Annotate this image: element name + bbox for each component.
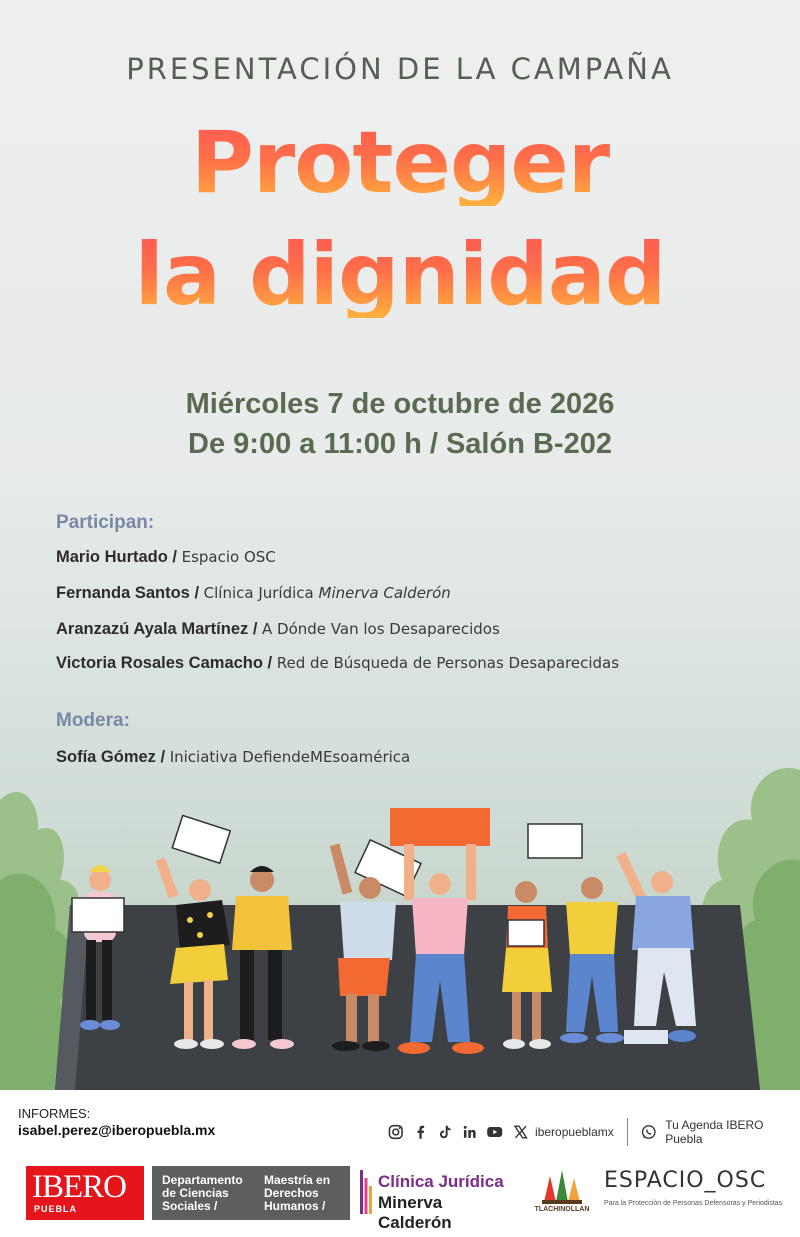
moderator-name: Sofía Gómez <box>56 748 156 766</box>
participant-org: A Dónde Van los Desaparecidos <box>262 620 500 638</box>
campaign-title-line2: la dignidad <box>0 232 800 318</box>
clinica-name-line2: Minerva Calderón <box>378 1193 452 1232</box>
ibero-logo <box>26 1166 144 1220</box>
moderator-separator: / <box>155 748 170 766</box>
participant-separator: / <box>262 654 277 672</box>
social-handle[interactable]: iberopueblamx <box>535 1125 614 1139</box>
event-time-place: De 9:00 a 11:00 h / Salón B-202 <box>188 428 612 460</box>
espacio-osc-logo <box>604 1166 783 1220</box>
participant-org: Espacio OSC <box>181 548 276 566</box>
clinica-name-line1: Clínica Jurídica <box>378 1172 504 1191</box>
divider <box>627 1118 628 1146</box>
ibero-logo-city: PUEBLA <box>34 1204 78 1214</box>
tlachinollan-logo <box>534 1166 590 1220</box>
ibero-logo-name: IBERO <box>32 1169 126 1205</box>
tlachinollan-name: TLACHINOLLAN <box>534 1206 590 1213</box>
clinica-mark-icon <box>360 1170 372 1214</box>
participant-row <box>56 654 619 673</box>
info-label: INFORMES: <box>18 1106 91 1121</box>
tlachinollan-emblem-icon <box>534 1166 590 1206</box>
tiktok-icon[interactable] <box>437 1124 453 1140</box>
participant-name: Mario Hurtado <box>56 548 168 566</box>
participants-label: Participan: <box>56 512 155 533</box>
participant-org: Clínica Jurídica <box>203 584 319 602</box>
participant-name: Aranzazú Ayala Martínez <box>56 620 249 638</box>
footer <box>0 1090 800 1237</box>
participant-row <box>56 620 500 639</box>
participant-row <box>56 548 276 567</box>
masters-program-name: Maestría en Derechos Humanos / <box>264 1173 331 1213</box>
contact-email-link[interactable]: isabel.perez@iberopuebla.mx <box>18 1122 216 1138</box>
participant-separator: / <box>248 620 263 638</box>
espacio-osc-name: ESPACIO_OSC <box>604 1168 767 1193</box>
participant-separator: / <box>167 548 182 566</box>
moderator-label: Modera: <box>56 710 130 731</box>
whatsapp-agenda-link[interactable]: Tu Agenda IBERO Puebla <box>665 1118 764 1146</box>
participant-name: Fernanda Santos <box>56 584 190 602</box>
protest-illustration <box>0 760 800 1090</box>
partner-logos <box>0 1162 800 1232</box>
instagram-icon[interactable] <box>388 1124 404 1140</box>
clinica-juridica-logo <box>360 1168 520 1232</box>
participant-name: Victoria Rosales Camacho <box>56 654 263 672</box>
department-logo <box>152 1166 350 1220</box>
moderator-org: Iniciativa DefiendeMEsoamérica <box>169 748 411 766</box>
participant-separator: / <box>189 584 204 602</box>
participant-row <box>56 584 451 603</box>
linkedin-icon[interactable] <box>462 1124 478 1140</box>
event-date: Miércoles 7 de octubre de 2026 <box>185 388 615 420</box>
participant-org-italic: Minerva Calderón <box>318 584 451 602</box>
campaign-title-line1: Proteger <box>0 120 800 206</box>
participant-org: Red de Búsqueda de Personas Desaparecidas <box>276 654 620 672</box>
department-name: Departamento de Ciencias Sociales / <box>162 1173 243 1213</box>
whatsapp-icon[interactable] <box>641 1124 657 1140</box>
campaign-pretitle: PRESENTACIÓN DE LA CAMPAÑA <box>126 52 674 86</box>
youtube-icon[interactable] <box>486 1124 503 1140</box>
espacio-osc-tagline: Para la Protección de Personas Defensoras y Periodistas <box>604 1200 783 1207</box>
facebook-icon[interactable] <box>413 1124 429 1140</box>
x-icon[interactable] <box>513 1124 529 1140</box>
social-links <box>388 1118 800 1146</box>
